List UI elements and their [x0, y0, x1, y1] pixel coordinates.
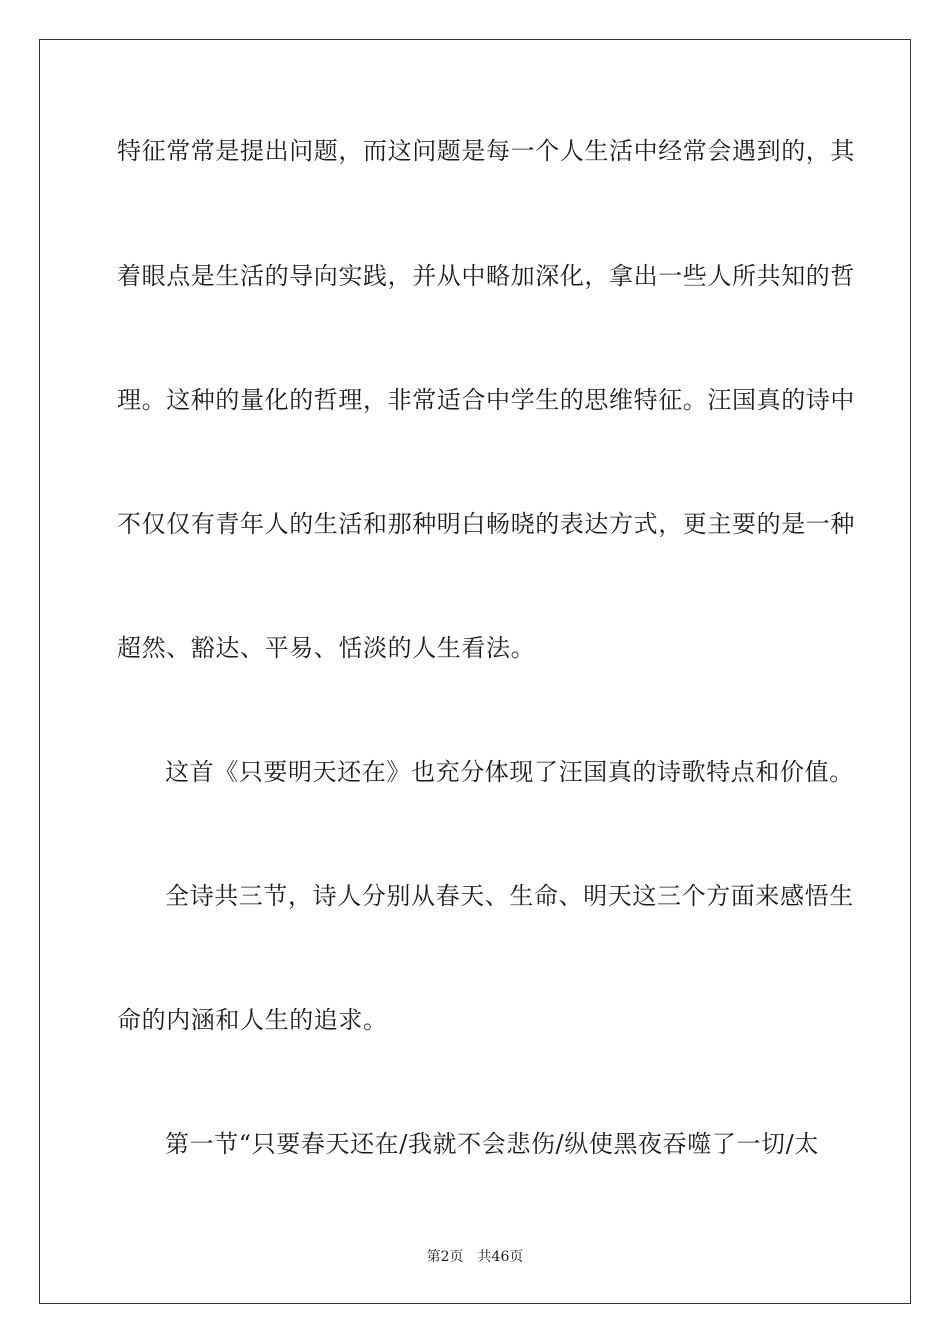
body-text-line: 特征常常是提出问题，而这问题是每一个人生活中经常会遇到的，其: [117, 137, 855, 165]
page-border: [39, 39, 911, 1304]
page-number: 第2页: [426, 1249, 464, 1265]
body-text-line: 超然、豁达、平易、恬淡的人生看法。: [117, 634, 536, 662]
paragraph-first-line: 这首《只要明天还在》也充分体现了汪国真的诗歌特点和价值。: [165, 758, 854, 786]
page-footer: [0, 1248, 950, 1266]
page-total: 共46页: [477, 1249, 524, 1265]
body-text-line: 命的内涵和人生的追求。: [117, 1006, 388, 1034]
body-text-line: 不仅仅有青年人的生活和那种明白畅晓的表达方式，更主要的是一种: [117, 510, 855, 538]
body-text-line: 理。这种的量化的哲理，非常适合中学生的思维特征。汪国真的诗中: [117, 386, 855, 414]
paragraph-first-line: 第一节“只要春天还在/我就不会悲伤/纵使黑夜吞噬了一切/太: [165, 1130, 819, 1158]
body-text-line: 着眼点是生活的导向实践，并从中略加深化，拿出一些人所共知的哲: [117, 262, 855, 290]
paragraph-first-line: 全诗共三节，诗人分别从春天、生命、明天这三个方面来感悟生: [165, 882, 854, 910]
